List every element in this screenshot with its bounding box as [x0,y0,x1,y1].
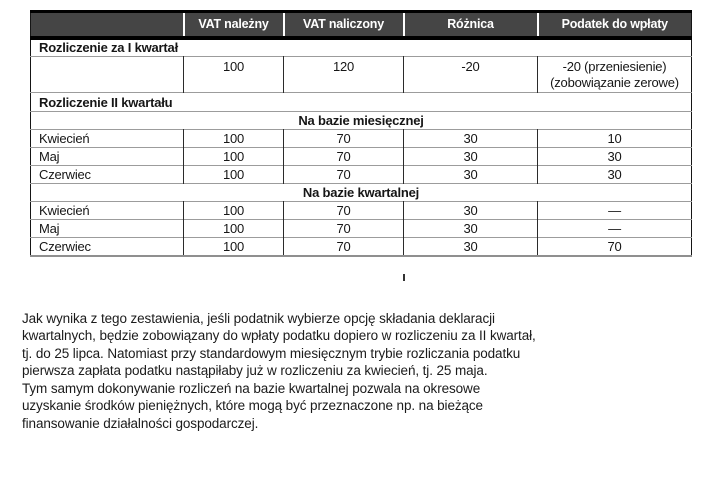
month-cell: Kwiecień [39,203,90,218]
table-row-quarterly-april [31,202,692,220]
month-cell: Maj [39,221,60,236]
stray-line-artifact [403,274,405,281]
month-cell: Czerwiec [39,238,91,254]
table-row-quarterly-june [31,238,692,256]
table-row-monthly-april [31,130,692,148]
vat-charged-cell: 70 [284,220,404,238]
column-header-vat-due: VAT należny [184,12,284,38]
tax-payable-cell: — [538,202,692,220]
vat-charged-cell: 70 [284,130,404,148]
paragraph-line: tj. do 25 lipca. Natomiast przy standardowym miesięcznym trybie rozliczania podatku [22,345,521,361]
section-title: Rozliczenie za I kwartał [39,40,178,56]
vat-due-cell: 100 [184,202,284,220]
vat-charged-cell: 120 [284,57,404,93]
table-row-quarterly-may [31,220,692,238]
subheader-title: Na bazie kwartalnej [302,185,420,200]
paragraph-line: Tym samym dokonywanie rozliczeń na bazie kwartalnej pozwala na okresowe [22,380,481,396]
month-cell: Maj [39,149,60,164]
difference-cell: 30 [404,238,538,256]
vat-settlement-table [30,10,692,257]
tax-payable-cell: 30 [538,148,692,166]
subheader-row-monthly [31,112,692,130]
vat-charged-cell: 70 [284,202,404,220]
column-header-empty [31,12,184,38]
tax-payable-line2: (zobowiązanie zerowe) [550,75,679,90]
vat-due-cell: 100 [184,238,284,256]
section-title-row-q1 [31,38,692,57]
column-header-vat-charged: VAT naliczony [284,12,404,38]
tax-payable-cell: 30 [538,166,692,184]
vat-charged-cell: 70 [284,238,404,256]
table-row-monthly-june [31,166,692,184]
tax-payable-cell [538,57,692,93]
vat-charged-cell: 70 [284,166,404,184]
month-cell: Czerwiec [39,167,91,182]
document-page [0,10,720,479]
vat-due-cell: 100 [184,57,284,93]
table-row-monthly-may [31,148,692,166]
paragraph-line: kwartalnych, będzie zobowiązany do wpłaty podatku dopiero w rozliczeniu za II kwartał, [22,328,536,344]
difference-cell: 30 [404,202,538,220]
tax-payable-cell: 70 [538,238,692,256]
difference-cell: 30 [404,148,538,166]
vat-due-cell: 100 [184,130,284,148]
section-title: Rozliczenie II kwartału [39,94,173,110]
paragraph-line: pierwsza zapłata podatku nastąpiłaby już w rozliczeniu za kwiecień, tj. 25 maja. [22,363,488,379]
month-cell: Kwiecień [39,131,90,146]
difference-cell: 30 [404,220,538,238]
table-header-row [31,12,692,38]
difference-cell: 30 [404,130,538,148]
vat-due-cell: 100 [184,166,284,184]
column-header-difference: Różnica [404,12,538,38]
commentary-paragraph [22,310,720,433]
paragraph-line: Jak wynika z tego zestawienia, jeśli podatnik wybierze opcję składania deklaracji [22,310,495,326]
section-title-row-q2 [31,93,692,112]
vat-due-cell: 100 [184,148,284,166]
paragraph-line: finansowanie działalności gospodarczej. [22,416,259,432]
vat-charged-cell: 70 [284,148,404,166]
row-label-cell [31,57,184,93]
difference-cell: 30 [404,166,538,184]
paragraph-line: uzyskanie środków pieniężnych, które mogą być przeznaczone np. na bieżące [22,398,483,414]
tax-payable-cell: — [538,220,692,238]
table-row-q1-totals [31,57,692,93]
tax-payable-cell: 10 [538,130,692,148]
tax-payable-line1: -20 (przeniesienie) [562,59,667,74]
column-header-tax-payable: Podatek do wpłaty [538,12,692,38]
subheader-row-quarterly [31,184,692,202]
subheader-title: Na bazie miesięcznej [298,113,424,128]
vat-due-cell: 100 [184,220,284,238]
difference-cell: -20 [404,57,538,93]
